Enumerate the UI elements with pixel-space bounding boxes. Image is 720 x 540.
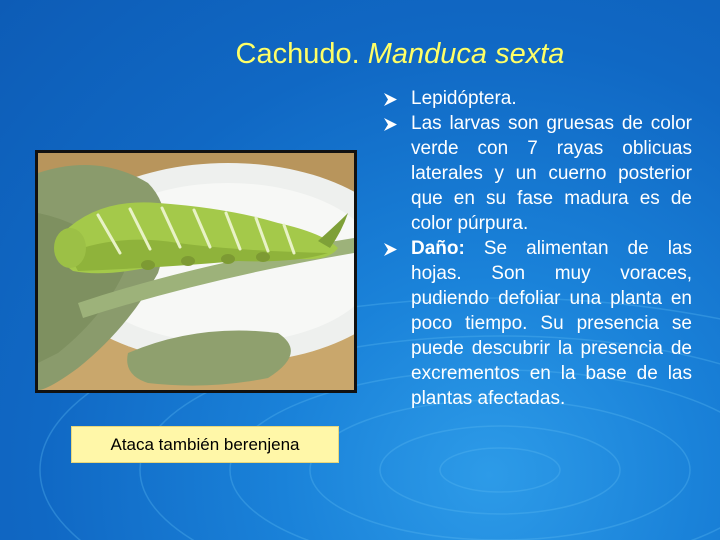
photo-caption: Ataca también berenjena [71,426,339,463]
arrow-bullet-icon [384,118,397,131]
bullet-text: Las larvas son gruesas de color verde con 7 rayas oblicuas laterales y un cuerno posterior que en su fase madura es de color púrpura. [411,113,692,234]
bullet-item [384,236,692,411]
arrow-bullet-icon [384,93,397,106]
caterpillar-photo [35,150,357,393]
title-common-name: Cachudo. [235,38,360,70]
bullet-text: Se alimentan de las hojas. Son muy voraces, pudiendo defoliar una planta en poco tiempo. Su presencia se puede descubrir la presencia de excrementos en la base de las plantas afectadas. [411,238,692,409]
arrow-bullet-icon [384,243,397,256]
bullet-item [384,111,692,236]
slide-title [0,38,720,71]
title-scientific-name: Manduca sexta [367,38,565,70]
bullet-text: Lepidóptera. [411,88,517,109]
bullet-item [384,86,692,111]
bullet-bold-label: Daño: [411,238,465,259]
bullet-list [384,86,692,411]
